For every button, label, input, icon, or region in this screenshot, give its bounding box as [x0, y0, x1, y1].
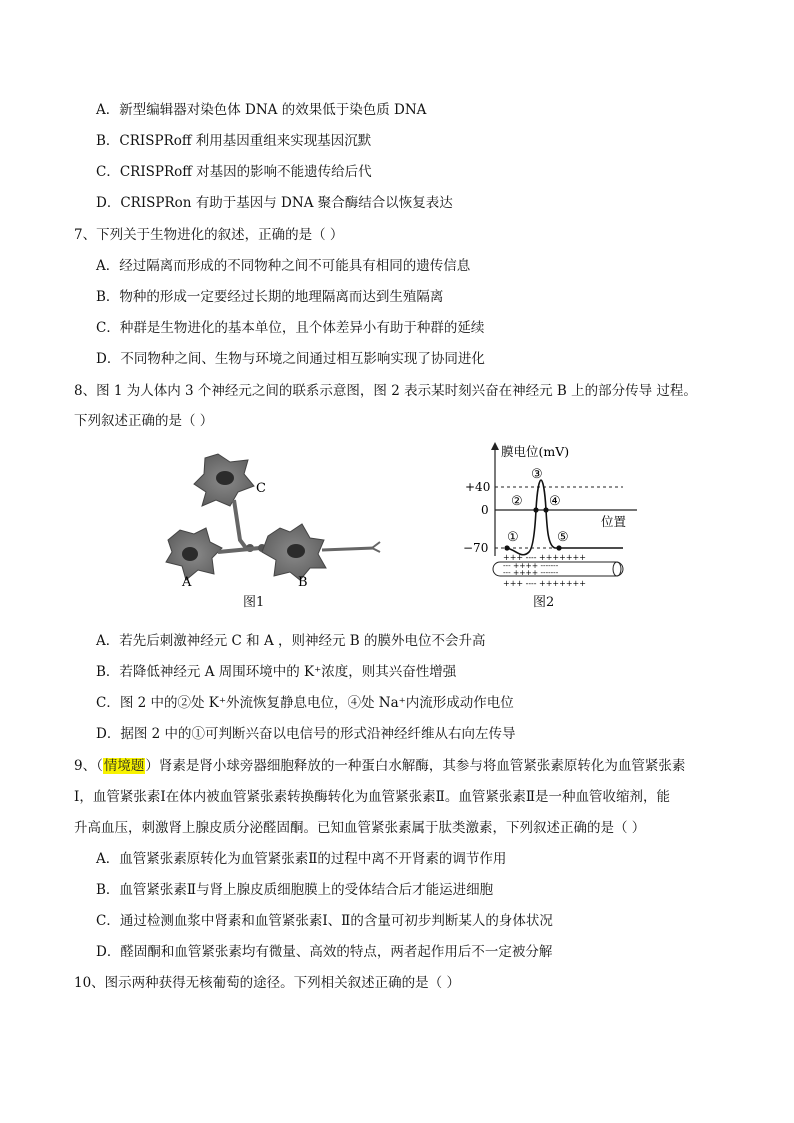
q7-stem: 7、下列关于生物进化的叙述，正确的是（ ） [74, 227, 344, 243]
figure-2-caption: 图2 [533, 595, 555, 610]
q9-option-d: D．醛固酮和血管紧张素均有微量、高效的特点，两者起作用后不一定被分解 [96, 944, 553, 960]
q8-option-a: A．若先后刺激神经元 C 和 A ，则神经元 B 的膜外电位不会升高 [96, 633, 486, 649]
q9-stem-line3: 升高血压，刺激肾上腺皮质分泌醛固酮。已知血管紧张素属于肽类激素，下列叙述正确的是（ ） [74, 820, 646, 836]
label-c: C [256, 481, 266, 496]
y-axis-arrow-icon [491, 442, 499, 450]
q9-stem-line2: Ⅰ，血管紧张素Ⅰ在体内被血管紧张素转换酶转化为血管紧张素Ⅱ。血管紧张素Ⅱ是一种血管收缩剂，能 [74, 789, 671, 805]
figure-1-caption: 图1 [243, 595, 265, 610]
label-point-1: ① [507, 530, 519, 545]
q9-stem-line1 [74, 757, 685, 775]
nerve-fiber-end [613, 562, 621, 576]
neuron-b [262, 524, 380, 580]
q7-option-b: B．物种的形成一定要经过长期的地理隔离而达到生殖隔离 [96, 289, 444, 305]
figure-1-neurons [150, 448, 400, 616]
q8-option-c: C．图 2 中的②处 K⁺外流恢复静息电位，④处 Na⁺内流形成动作电位 [96, 695, 514, 711]
q7-option-c: C．种群是生物进化的基本单位，且个体差异小有助于种群的延续 [96, 320, 485, 336]
x-axis-label: 位置 [601, 514, 627, 529]
tick-plus40: +40 [465, 480, 491, 494]
point-1 [504, 545, 509, 550]
q10-stem: 10、图示两种获得无核葡萄的途径。下列相关叙述正确的是（ ） [74, 975, 460, 991]
label-point-3: ③ [531, 467, 543, 482]
point-5 [556, 545, 561, 550]
q9-option-c: C．通过检测血浆中肾素和血管紧张素Ⅰ、Ⅱ的含量可初步判断某人的身体状况 [96, 913, 553, 929]
charges-outside-top: +++ ---- +++++++ [503, 553, 586, 562]
q6-option-b: B．CRISPRoff 利用基因重组来实现基因沉默 [96, 133, 372, 149]
charges-inside-top: --- ++++ ------- [503, 561, 559, 570]
q6-option-a: A．新型编辑器对染色体 DNA 的效果低于染色质 DNA [96, 102, 427, 118]
q8-option-b: B．若降低神经元 A 周围环境中的 K⁺浓度，则其兴奋性增强 [96, 664, 457, 680]
q6-option-d: D．CRISPRon 有助于基因与 DNA 聚合酶结合以恢复表达 [96, 195, 453, 211]
point-4 [543, 507, 548, 512]
charges-outside-bottom: +++ ---- +++++++ [503, 579, 586, 588]
figure-2-membrane-potential [455, 440, 655, 596]
scenario-tag: 情境题 [103, 758, 145, 774]
q7-option-d: D．不同物种之间、生物与环境之间通过相互影响实现了协同进化 [96, 351, 485, 367]
label-b: B [298, 575, 308, 590]
q9-number: 9、（ [74, 758, 103, 774]
q8-stem-line2: 下列叙述正确的是（ ） [74, 413, 214, 429]
q6-option-c: C．CRISPRoff 对基因的影响不能遗传给后代 [96, 164, 372, 180]
q9-stem-text: ）肾素是肾小球旁器细胞释放的一种蛋白水解酶，其参与将血管紧张素原转化为血管紧张素 [145, 758, 686, 774]
tick-minus70: −70 [463, 541, 489, 555]
q9-option-b: B．血管紧张素Ⅱ与肾上腺皮质细胞膜上的受体结合后才能运进细胞 [96, 882, 494, 898]
label-a: A [182, 575, 192, 590]
q8-stem-line1: 8、图 1 为人体内 3 个神经元之间的联系示意图，图 2 表示某时刻兴奋在神经元 B 上的部分传导 过程。 [74, 383, 697, 399]
point-2 [533, 507, 538, 512]
q8-option-d: D．据图 2 中的①可判断兴奋以电信号的形式沿神经纤维从右向左传导 [96, 726, 516, 742]
q7-option-a: A．经过隔离而形成的不同物种之间不可能具有相同的遗传信息 [96, 258, 471, 274]
label-point-4: ④ [549, 494, 561, 509]
neuron-a [166, 528, 266, 580]
charges-inside-bottom: --- ++++ ------- [503, 568, 559, 577]
tick-zero: 0 [481, 503, 489, 517]
label-point-5: ⑤ [557, 530, 569, 545]
q9-option-a: A．血管紧张素原转化为血管紧张素Ⅱ的过程中离不开肾素的调节作用 [96, 851, 507, 867]
label-point-2: ② [511, 494, 523, 509]
y-axis-label: 膜电位(mV) [501, 444, 570, 459]
